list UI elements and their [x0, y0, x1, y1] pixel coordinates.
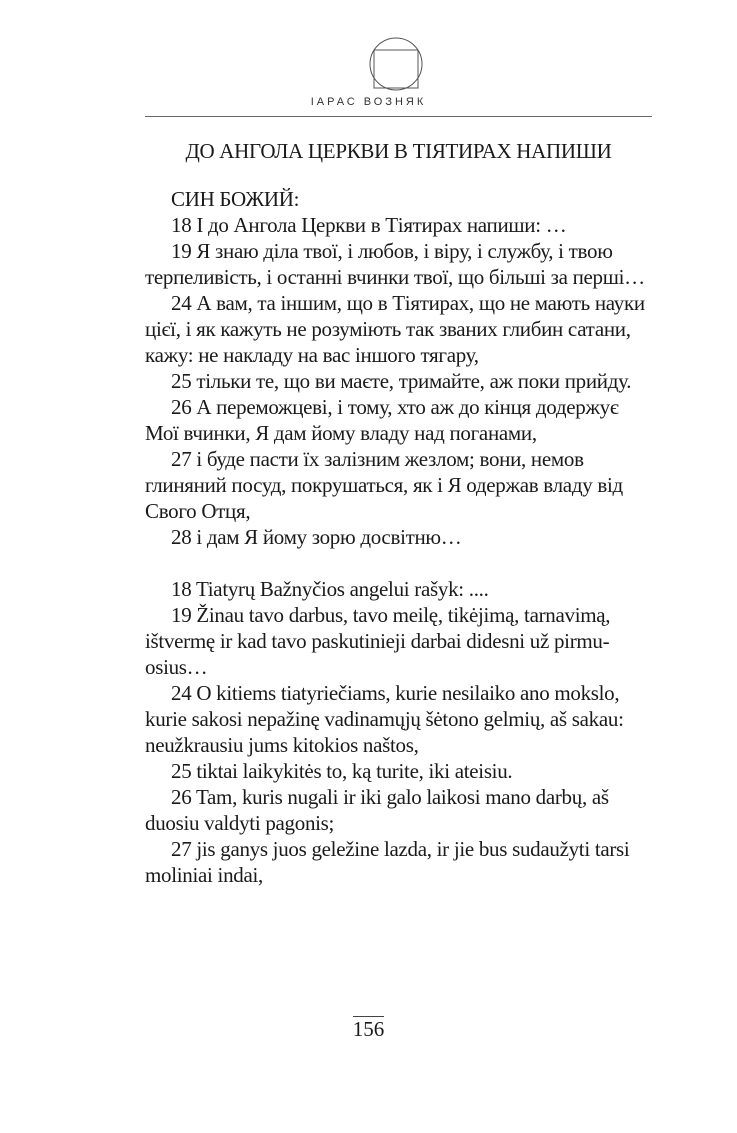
- header-rule: [145, 116, 652, 117]
- verse-paragraph: 27 і буде пасти їх залізним жезлом; вони, немов глиняний посуд, покрушаться, як і Я одержав владу від Свого Отця,: [145, 447, 623, 523]
- body-text: [145, 186, 652, 888]
- verse-paragraph: 25 тільки те, що ви маєте, тримайте, аж поки прийду.: [171, 369, 632, 393]
- verse-paragraph: 25 tiktai laikykitės to, ką turite, iki ateisiu.: [171, 759, 513, 783]
- verse-paragraph: 26 А переможцеві, і тому, хто аж до кінця додержує Мої вчинки, Я дам йому владу над поганами,: [145, 395, 619, 445]
- verse-paragraph: 24 А вам, та іншим, що в Тіятирах, що не мають науки цієї, і як кажуть не розуміють так званих глибин сатани, кажу: не накладу на вас іншого тягару,: [145, 291, 645, 367]
- section-gap: [145, 550, 652, 576]
- verse-paragraph: 24 O kitiems tiatyriečiams, kurie nesilaiko ano mokslo, kurie sakosi nepažinę vadinamųjų šėtono gelmių, aš sakau: neužkrausiu jums kitokios naštos,: [145, 681, 624, 757]
- verse-paragraph: 26 Tam, kuris nugali ir iki galo laikosi mano darbų, aš duosiu valdyti pagonis;: [145, 785, 609, 835]
- running-head: ІАРАС ВОЗНЯК: [310, 96, 427, 108]
- verse-paragraph: 19 Žinau tavo darbus, tavo meilę, tikėjimą, tarnavimą, ištvermę ir kad tavo paskutinieji darbai didesni už pirmu-osius…: [145, 603, 611, 679]
- page-number: 156: [352, 1017, 385, 1041]
- circle-square-logo-icon: [368, 36, 424, 92]
- verse-paragraph: 27 jis ganys juos geležine lazda, ir jie bus sudaužyti tarsi moliniai indai,: [145, 837, 630, 887]
- verse-paragraph: 18 І до Ангола Церкви в Тіятирах напиши: …: [171, 213, 567, 237]
- page-number-container: [0, 1016, 737, 1042]
- verse-paragraph: 28 і дам Я йому зорю досвітню…: [171, 525, 462, 549]
- verse-paragraph: 19 Я знаю діла твої, і любов, і віру, і службу, і твою терпеливість, і останні вчинки твої, що більші за перші…: [145, 239, 645, 289]
- page-title: ДО АНГОЛА ЦЕРКВИ В ТІЯТИРАХ НАПИШИ: [185, 139, 612, 163]
- verse-paragraph: 18 Tiatyrų Bažnyčios angelui rašyk: ....: [171, 577, 489, 601]
- verse-paragraph: СИН БОЖИЙ:: [171, 187, 300, 211]
